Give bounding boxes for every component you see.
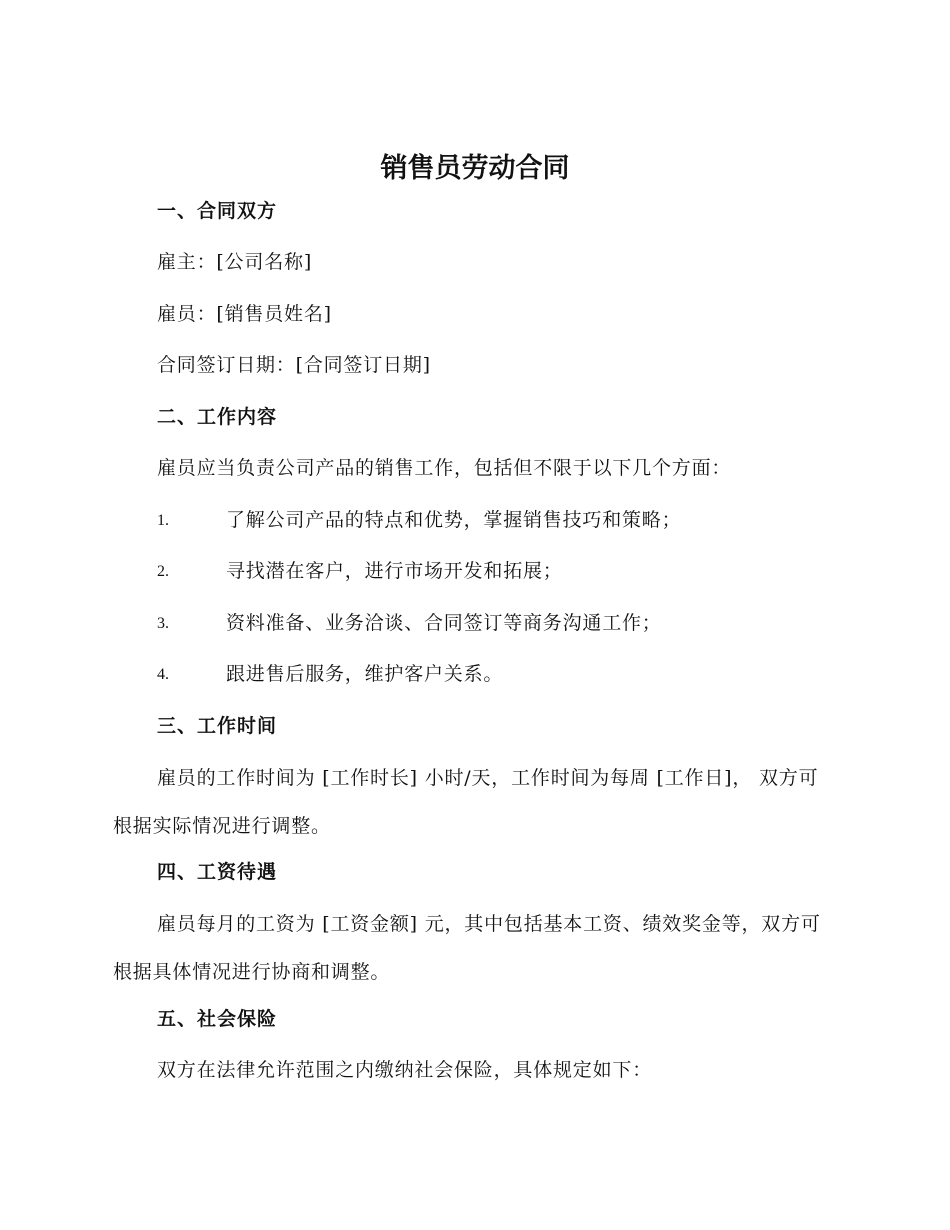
- list-item-text: 了解公司产品的特点和优势，掌握销售技巧和策略；: [226, 509, 682, 531]
- list-item-number: 1.: [157, 512, 169, 529]
- list-item-text: 寻找潜在客户，进行市场开发和拓展；: [226, 560, 563, 582]
- list-item-text: 资料准备、业务洽谈、合同签订等商务沟通工作；: [226, 612, 662, 634]
- list-item-number: 3.: [157, 615, 169, 632]
- work-hours-paragraph: 雇员的工作时间为 [工作时长] 小时/天，工作时间为每周 [工作日]， 双方可根据实际情况进行调整。: [113, 767, 819, 837]
- employer-line: 雇主：[公司名称]: [157, 251, 313, 273]
- section-heading-salary: 四、工资待遇: [157, 861, 278, 883]
- section-heading-social-insurance: 五、社会保险: [157, 1008, 278, 1030]
- salary-paragraph: 雇员每月的工资为 [工资金额] 元，其中包括基本工资、绩效奖金等，双方可根据具体情况进行协商和调整。: [113, 913, 821, 983]
- employee-line: 雇员：[销售员姓名]: [157, 303, 332, 325]
- section-heading-parties: 一、合同双方: [157, 200, 278, 222]
- list-item-number: 2.: [157, 563, 169, 580]
- list-item-number: 4.: [157, 666, 169, 683]
- section-heading-work-hours: 三、工作时间: [157, 715, 278, 737]
- sign-date-line: 合同签订日期：[合同签订日期]: [157, 354, 431, 376]
- work-content-intro: 雇员应当负责公司产品的销售工作，包括但不限于以下几个方面：: [157, 457, 732, 479]
- social-insurance-paragraph: 双方在法律允许范围之内缴纳社会保险，具体规定如下：: [157, 1059, 653, 1081]
- document-title: 销售员劳动合同: [380, 153, 570, 184]
- section-heading-work-content: 二、工作内容: [157, 406, 278, 428]
- list-item-text: 跟进售后服务，维护客户关系。: [226, 663, 504, 685]
